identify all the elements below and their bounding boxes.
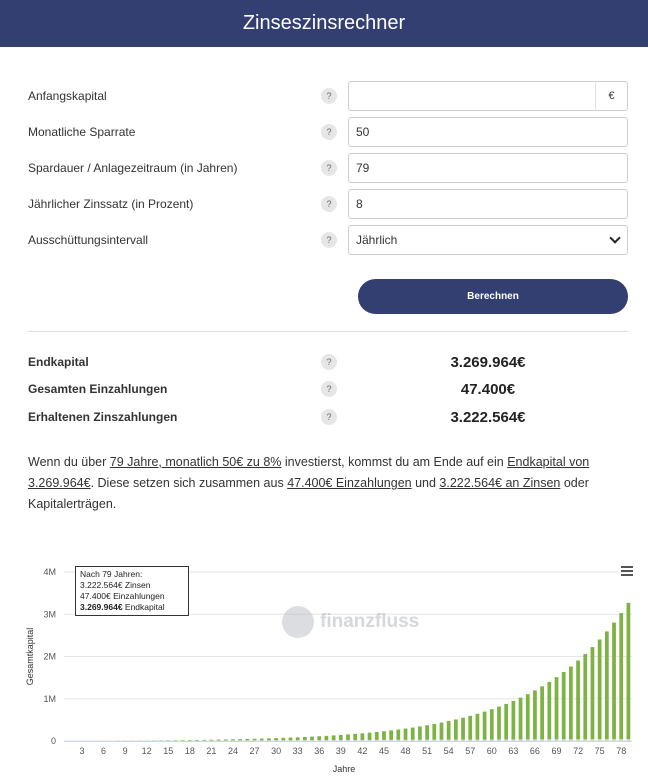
bar-einzahlungen [238, 740, 242, 741]
bar-zinsen [353, 734, 357, 740]
tooltip-endkapital: 3.269.964€ Endkapital [80, 602, 165, 612]
tooltip-zinsen: 3.222.564€ Zinsen [80, 580, 151, 590]
bar-zinsen [382, 731, 386, 740]
bar-einzahlungen [612, 739, 616, 741]
bar-einzahlungen [181, 741, 185, 742]
x-tick-label: 45 [378, 746, 389, 756]
help-icon[interactable]: ? [321, 160, 337, 176]
x-axis-label: Jahre [332, 764, 356, 774]
bar-zinsen [267, 738, 271, 740]
bar-einzahlungen [274, 740, 278, 741]
bar-einzahlungen [368, 740, 372, 741]
bar-einzahlungen [195, 741, 199, 742]
bar-einzahlungen [555, 739, 559, 741]
bar-zinsen [202, 740, 206, 741]
bar-zinsen [511, 701, 515, 740]
y-tick-label: 0 [50, 736, 56, 746]
help-icon[interactable]: ? [321, 232, 337, 248]
bar-zinsen [526, 694, 530, 739]
intervall-row [28, 225, 628, 255]
bar-einzahlungen [454, 740, 458, 741]
x-tick-label: 6 [101, 746, 107, 756]
bar-einzahlungen [375, 740, 379, 741]
x-tick-label: 15 [163, 746, 174, 756]
endkapital-label: Endkapital [28, 355, 89, 369]
x-tick-label: 75 [594, 746, 605, 756]
sparrate-input[interactable]: 50 [348, 117, 628, 147]
y-tick-label: 2M [43, 651, 56, 662]
anfangskapital-label: Anfangskapital [28, 89, 107, 103]
x-tick-label: 72 [573, 746, 584, 756]
bar-zinsen [468, 716, 472, 740]
berechnen-button[interactable]: Berechnen [358, 279, 628, 314]
bar-einzahlungen [598, 739, 602, 741]
x-tick-label: 12 [141, 746, 152, 756]
y-tick-label: 3M [43, 609, 56, 620]
chart-tooltip [75, 566, 189, 616]
bar-einzahlungen [490, 739, 494, 741]
bar-zinsen [476, 714, 480, 740]
bar-zinsen [483, 712, 487, 740]
bar-zinsen [447, 721, 451, 740]
bar-zinsen [519, 698, 523, 740]
bar-zinsen [605, 631, 609, 739]
bar-einzahlungen [432, 740, 436, 741]
bar-einzahlungen [583, 739, 587, 741]
bar-einzahlungen [353, 740, 357, 741]
page-title: Zinseszinsrechner [242, 12, 406, 34]
bar-zinsen [253, 739, 257, 741]
bar-zinsen [583, 654, 587, 739]
help-icon[interactable]: ? [321, 196, 337, 212]
bar-einzahlungen [224, 740, 228, 741]
bar-zinsen [627, 603, 631, 739]
bar-einzahlungen [418, 740, 422, 741]
bar-einzahlungen [217, 740, 221, 741]
summary-link-einzahlungen[interactable]: 47.400€ Einzahlungen [287, 476, 412, 490]
y-tick-label: 4M [43, 567, 56, 577]
bar-zinsen [396, 730, 400, 740]
bar-zinsen [454, 719, 458, 739]
bar-zinsen [368, 733, 372, 740]
bar-einzahlungen [440, 740, 444, 741]
bar-zinsen [504, 704, 508, 740]
bar-einzahlungen [627, 739, 631, 741]
x-tick-label: 27 [249, 746, 260, 756]
summary-link-zinsen[interactable]: 3.222.564€ an Zinsen [439, 476, 561, 490]
bar-einzahlungen [267, 740, 271, 741]
zinssatz-row [28, 189, 628, 219]
bar-zinsen [389, 730, 393, 739]
bar-zinsen [361, 733, 365, 740]
bar-einzahlungen [497, 739, 501, 741]
bar-zinsen [619, 613, 623, 739]
bar-einzahlungen [361, 740, 365, 741]
spardauer-input[interactable]: 79 [348, 153, 628, 183]
bar-einzahlungen [281, 740, 285, 741]
result-zinsen [28, 405, 628, 429]
bar-zinsen [404, 729, 408, 740]
bar-einzahlungen [245, 740, 249, 741]
bar-zinsen [411, 728, 415, 740]
bar-einzahlungen [511, 739, 515, 741]
bar-einzahlungen [526, 739, 530, 741]
x-tick-label: 78 [616, 746, 627, 756]
bar-einzahlungen [404, 740, 408, 741]
bar-zinsen [231, 739, 235, 740]
x-tick-label: 54 [443, 746, 454, 756]
bar-einzahlungen [569, 739, 573, 741]
bar-zinsen [612, 623, 616, 739]
bar-einzahlungen [346, 740, 350, 741]
spardauer-label: Spardauer / Anlagezeitraum (in Jahren) [28, 161, 238, 175]
x-tick-label: 21 [206, 746, 217, 756]
bar-zinsen [418, 726, 422, 739]
x-tick-label: 36 [314, 746, 325, 756]
bar-zinsen [217, 740, 221, 741]
bar-zinsen [425, 725, 429, 739]
x-tick-label: 9 [122, 746, 128, 756]
finanzfluss-logo-icon [282, 606, 314, 638]
bar-einzahlungen [547, 739, 551, 741]
summary-link-sparplan[interactable]: 79 Jahre, monatlich 50€ zu 8% [109, 455, 282, 469]
help-icon[interactable]: ? [321, 124, 337, 140]
bar-einzahlungen [605, 739, 609, 741]
x-tick-label: 57 [465, 746, 476, 756]
x-tick-label: 30 [271, 746, 282, 756]
bar-einzahlungen [296, 740, 300, 741]
bar-zinsen [274, 738, 278, 740]
help-icon[interactable]: ? [321, 88, 337, 104]
bar-einzahlungen [210, 740, 214, 741]
bar-einzahlungen [425, 740, 429, 741]
tooltip-einzahlungen: 47.400€ Einzahlungen [80, 591, 165, 601]
result-endkapital [28, 350, 628, 374]
bar-zinsen [576, 661, 580, 740]
zinssatz-input[interactable]: 8 [348, 189, 628, 219]
bar-einzahlungen [411, 740, 415, 741]
bar-einzahlungen [540, 739, 544, 741]
bar-zinsen [533, 690, 537, 739]
bar-zinsen [296, 737, 300, 740]
chevron-down-icon [609, 232, 620, 243]
bar-zinsen [281, 738, 285, 740]
bar-einzahlungen [260, 740, 264, 741]
bar-zinsen [289, 738, 293, 741]
bar-einzahlungen [476, 740, 480, 741]
bar-einzahlungen [325, 740, 329, 741]
help-icon[interactable]: ? [321, 354, 337, 370]
bar-zinsen [195, 740, 199, 741]
bar-zinsen [303, 737, 307, 740]
bar-einzahlungen [382, 740, 386, 741]
intervall-label: Ausschüttungsintervall [28, 233, 149, 247]
bar-zinsen [375, 732, 379, 740]
bar-einzahlungen [562, 739, 566, 741]
einzahlungen-label: Gesamten Einzahlungen [28, 382, 168, 396]
bar-zinsen [260, 739, 264, 741]
x-tick-label: 3 [79, 746, 85, 756]
bar-zinsen [598, 640, 602, 740]
bar-einzahlungen [576, 739, 580, 741]
bar-zinsen [325, 736, 329, 740]
summary-link-endkapital[interactable]: Endkapital von 3.269.964€ [28, 455, 590, 490]
intervall-select[interactable]: Jährlich [348, 225, 628, 255]
bar-zinsen [569, 667, 573, 740]
bar-zinsen [224, 739, 228, 740]
bar-zinsen [540, 686, 544, 739]
x-tick-label: 69 [551, 746, 562, 756]
bar-einzahlungen [317, 740, 321, 741]
zinsen-value: 3.222.564€ [450, 408, 526, 426]
bar-zinsen [497, 707, 501, 740]
sparrate-row [28, 117, 628, 147]
bar-einzahlungen [461, 740, 465, 741]
anfangskapital-row [28, 81, 628, 111]
zinsen-label: Erhaltenen Zinszahlungen [28, 410, 178, 424]
divider [28, 331, 628, 332]
x-tick-label: 18 [184, 746, 195, 756]
bar-zinsen [317, 736, 321, 740]
x-tick-label: 60 [486, 746, 497, 756]
bar-zinsen [555, 677, 559, 739]
summary-text: Wenn du über 79 Jahre, monatlich 50€ zu 8% investierst, kommst du am Ende auf ein Endkapital von 3.269.964€. Diese setzen sich zusammen aus 47.400€ Einzahlungen und 3.222.564€ an Zinsen oder Kapitalerträgen. [28, 455, 590, 511]
bar-zinsen [440, 723, 444, 740]
bar-zinsen [562, 672, 566, 739]
bar-einzahlungen [483, 740, 487, 741]
bar-einzahlungen [533, 739, 537, 741]
bar-einzahlungen [289, 740, 293, 741]
bar-einzahlungen [447, 740, 451, 741]
bar-zinsen [310, 737, 314, 740]
x-tick-label: 24 [227, 746, 238, 756]
tooltip-title: Nach 79 Jahren: [80, 569, 143, 579]
bar-einzahlungen [188, 741, 192, 742]
euro-unit: € [595, 82, 627, 110]
page-header [0, 0, 648, 47]
bar-einzahlungen [389, 740, 393, 741]
bar-zinsen [346, 734, 350, 740]
watermark [282, 606, 419, 638]
bar-einzahlungen [253, 740, 257, 741]
bar-einzahlungen [519, 739, 523, 741]
bar-einzahlungen [202, 740, 206, 741]
x-tick-label: 39 [335, 746, 346, 756]
result-einzahlungen [28, 377, 628, 401]
bar-einzahlungen [504, 739, 508, 741]
bar-einzahlungen [396, 740, 400, 741]
x-tick-label: 33 [292, 746, 303, 756]
bar-einzahlungen [310, 740, 314, 741]
x-tick-label: 48 [400, 746, 411, 756]
bar-zinsen [547, 682, 551, 739]
x-tick-label: 63 [508, 746, 519, 756]
bar-zinsen [432, 724, 436, 740]
bar-einzahlungen [591, 739, 595, 741]
bar-zinsen [245, 739, 249, 740]
bar-einzahlungen [332, 740, 336, 741]
bar-einzahlungen [303, 740, 307, 741]
bar-einzahlungen [468, 740, 472, 741]
endkapital-value: 3.269.964€ [450, 353, 526, 371]
x-tick-label: 51 [422, 746, 433, 756]
watermark-text: finanzfluss [320, 611, 420, 632]
bar-einzahlungen [231, 740, 235, 741]
bar-einzahlungen [619, 739, 623, 741]
anfangskapital-input[interactable] [348, 81, 628, 111]
x-tick-label: 66 [529, 746, 540, 756]
y-axis-label: Gesamtkapital [25, 627, 35, 686]
bar-zinsen [461, 718, 465, 740]
help-icon[interactable]: ? [321, 409, 337, 425]
spardauer-row [28, 153, 628, 183]
bar-zinsen [591, 647, 595, 739]
chart-menu-icon[interactable] [621, 566, 633, 576]
bar-zinsen [238, 739, 242, 740]
einzahlungen-value: 47.400€ [460, 380, 516, 398]
bar-zinsen [339, 735, 343, 740]
x-tick-label: 42 [357, 746, 368, 756]
bar-zinsen [210, 740, 214, 741]
help-icon[interactable]: ? [321, 381, 337, 397]
bar-zinsen [490, 709, 494, 739]
bar-zinsen [332, 735, 336, 740]
y-tick-label: 1M [43, 693, 56, 704]
sparrate-label: Monatliche Sparrate [28, 125, 136, 139]
zinssatz-label: Jährlicher Zinssatz (in Prozent) [28, 197, 194, 211]
bar-einzahlungen [339, 740, 343, 741]
